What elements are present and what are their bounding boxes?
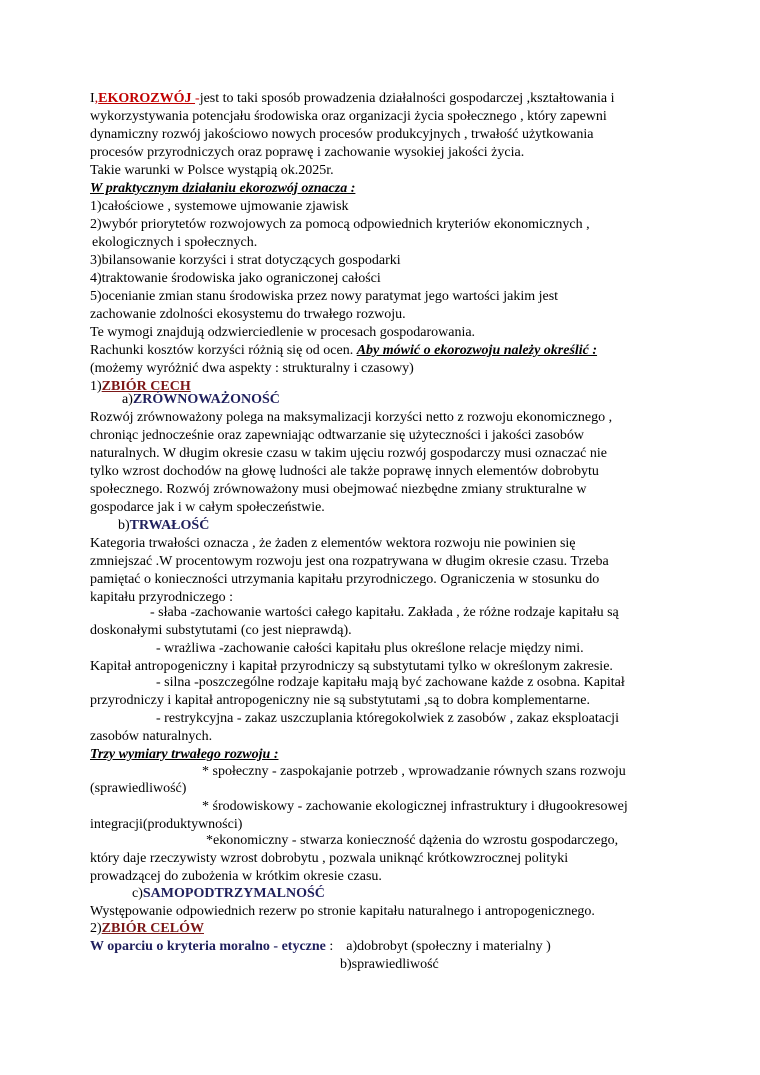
body-line: gospodarce jak i w całym społeczeństwie. bbox=[90, 500, 325, 515]
costs-text: Rachunki kosztów korzyści różnią się od ocen. bbox=[90, 343, 357, 358]
subsection-label: a) bbox=[122, 392, 133, 407]
subsection-title: ZRÓWNOWAŻONOŚĆ bbox=[132, 392, 280, 407]
subsection-title: TRWAŁOŚĆ bbox=[129, 518, 210, 533]
body-line: chroniąc jednocześnie oraz zapewniając odtwarzanie się użyteczności i jakości zasobów bbox=[90, 428, 585, 443]
moral-criteria-line bbox=[90, 938, 551, 956]
subsection-c-heading bbox=[132, 885, 325, 903]
body-line: integracji(produktywności) bbox=[90, 817, 243, 832]
intro-line-2: wykorzystywania potencjału środowiska oraz organizacji życia społecznego , który zapewni bbox=[90, 109, 607, 124]
body-line: (sprawiedliwość) bbox=[90, 781, 187, 796]
dimension-environmental: * środowiskowy - zachowanie ekologicznej infrastruktury i długookresowej bbox=[202, 799, 628, 814]
intro-line-4: procesów przyrodniczych oraz poprawę i zachowanie wysokiej jakości życia. bbox=[90, 145, 525, 160]
constraint-weak: - słaba -zachowanie wartości całego kapitału. Zakłada , że różne rodzaje kapitału są bbox=[150, 605, 619, 620]
practice-item: 1)całościowe , systemowe ujmowanie zjawisk bbox=[90, 199, 349, 214]
body-line: Rozwój zrównoważony polega na maksymalizacji korzyści netto z rozwoju ekonomicznego , bbox=[90, 410, 613, 425]
dimension-economic: *ekonomiczny - stwarza konieczność dążenia do wzrostu gospodarczego, bbox=[206, 833, 619, 848]
moral-criteria-label: W oparciu o kryteria moralno - etyczne bbox=[90, 939, 326, 954]
practice-heading: W praktycznym działaniu ekorozwój oznacza : bbox=[90, 181, 356, 196]
practice-item-cont: ekologicznych i społecznych. bbox=[92, 235, 258, 250]
practice-item-cont: zachowanie zdolności ekosystemu do trwałego rozwoju. bbox=[90, 307, 406, 322]
body-line: Występowanie odpowiednich rezerw po stronie kapitału naturalnego i antropogenicznego. bbox=[90, 904, 595, 919]
constraint-sensitive: - wrażliwa -zachowanie całości kapitału plus określone relacje między nimi. bbox=[156, 641, 584, 656]
body-line: pamiętać o konieczności utrzymania kapitału przyrodniczego. Ograniczenia w stosunku do bbox=[90, 572, 600, 587]
term-ekorozwoj: EKOROZWÓJ bbox=[98, 91, 196, 106]
subsection-label: c) bbox=[132, 886, 143, 901]
body-line: zmniejszać .W procentowym rozwoju jest ona rozpatrywana w długim okresie czasu. Trzeba bbox=[90, 554, 609, 569]
body-line: społecznego. Rozwój zrównoważony musi obejmować niezbędne zmiany strukturalne w bbox=[90, 482, 587, 497]
practice-item: 5)ocenianie zmian stanu środowiska przez nowy paratymat jego wartości jakim jest bbox=[90, 289, 559, 304]
goal-item-b: b)sprawiedliwość bbox=[340, 957, 439, 972]
section-title: ZBIÓR CELÓW bbox=[101, 921, 204, 936]
practice-note: Te wymogi znajdują odzwierciedlenie w procesach gospodarowania. bbox=[90, 325, 476, 340]
intro-line-1 bbox=[90, 90, 615, 108]
practice-item: 4)traktowanie środowiska jako ograniczonej całości bbox=[90, 271, 381, 286]
comma: , bbox=[94, 91, 99, 106]
practice-item: 2)wybór priorytetów rozwojowych za pomocą odpowiednich kryteriów ekonomicznych , bbox=[90, 217, 590, 232]
costs-line bbox=[90, 342, 597, 360]
intro-line-5: Takie warunki w Polsce wystąpią ok.2025r. bbox=[90, 163, 334, 178]
goal-item-a: a)dobrobyt (społeczny i materialny ) bbox=[346, 939, 551, 954]
body-line: Kapitał antropogeniczny i kapitał przyrodniczy są substytutami tylko w określonym zakresie. bbox=[90, 659, 613, 674]
constraint-strong: - silna -poszczególne rodzaje kapitału mają być zachowane każde z osobna. Kapitał bbox=[156, 675, 625, 690]
section-title: ZBIÓR CECH bbox=[101, 379, 191, 394]
dash: - bbox=[195, 91, 200, 106]
colon: : bbox=[325, 939, 334, 954]
body-line: naturalnych. W długim okresie czasu w takim ujęciu rozwój gospodarczy musi oznaczać nie bbox=[90, 446, 607, 461]
body-line: zasobów naturalnych. bbox=[90, 729, 213, 744]
costs-bold-text: Aby mówić o ekorozwoju należy określić : bbox=[356, 343, 598, 358]
body-line: Kategoria trwałości oznacza , że żaden z elementów wektora rozwoju nie powinien się bbox=[90, 536, 576, 551]
body-line: doskonałymi substytutami (co jest nieprawdą). bbox=[90, 623, 352, 638]
body-line: tylko wzrost dochodów na głowę ludności ale także poprawę innych elementów dobrobytu bbox=[90, 464, 599, 479]
intro-text: jest to taki sposób prowadzenia działalności gospodarczej ,kształtowania i bbox=[199, 91, 615, 106]
dimension-social: * społeczny - zaspokajanie potrzeb , wprowadzanie równych szans rozwoju bbox=[202, 764, 626, 779]
section-2-heading bbox=[90, 920, 204, 938]
subsection-a-heading bbox=[122, 391, 280, 409]
section-roman-numeral: I bbox=[90, 91, 95, 106]
body-line: kapitału przyrodniczego : bbox=[90, 590, 234, 605]
body-line: prowadzącej do zubożenia w krótkim okresie czasu. bbox=[90, 869, 382, 884]
section-number: 2) bbox=[90, 921, 102, 936]
subsection-b-heading bbox=[118, 517, 209, 535]
subsection-title: SAMOPODTRZYMALNOŚĆ bbox=[142, 886, 325, 901]
intro-line-3: dynamiczny rozwój jakościowo nowych procesów produkcyjnych , trwałość użytkowania bbox=[90, 127, 594, 142]
constraint-restrictive: - restrykcyjna - zakaz uszczuplania któregokolwiek z zasobów , zakaz eksploatacji bbox=[156, 711, 619, 726]
body-line: który daje rzeczywisty wzrost dobrobytu , pozwala uniknąć krótkowzrocznej polityki bbox=[90, 851, 569, 866]
practice-item: 3)bilansowanie korzyści i strat dotyczących gospodarki bbox=[90, 253, 401, 268]
aspects-line: (możemy wyróżnić dwa aspekty : strukturalny i czasowy) bbox=[90, 361, 414, 376]
dimensions-heading: Trzy wymiary trwałego rozwoju : bbox=[90, 747, 279, 762]
body-line: przyrodniczy i kapitał antropogeniczny nie są substytutami ,są to dobra komplementarne. bbox=[90, 693, 590, 708]
section-number: 1) bbox=[90, 379, 102, 394]
subsection-label: b) bbox=[118, 518, 130, 533]
